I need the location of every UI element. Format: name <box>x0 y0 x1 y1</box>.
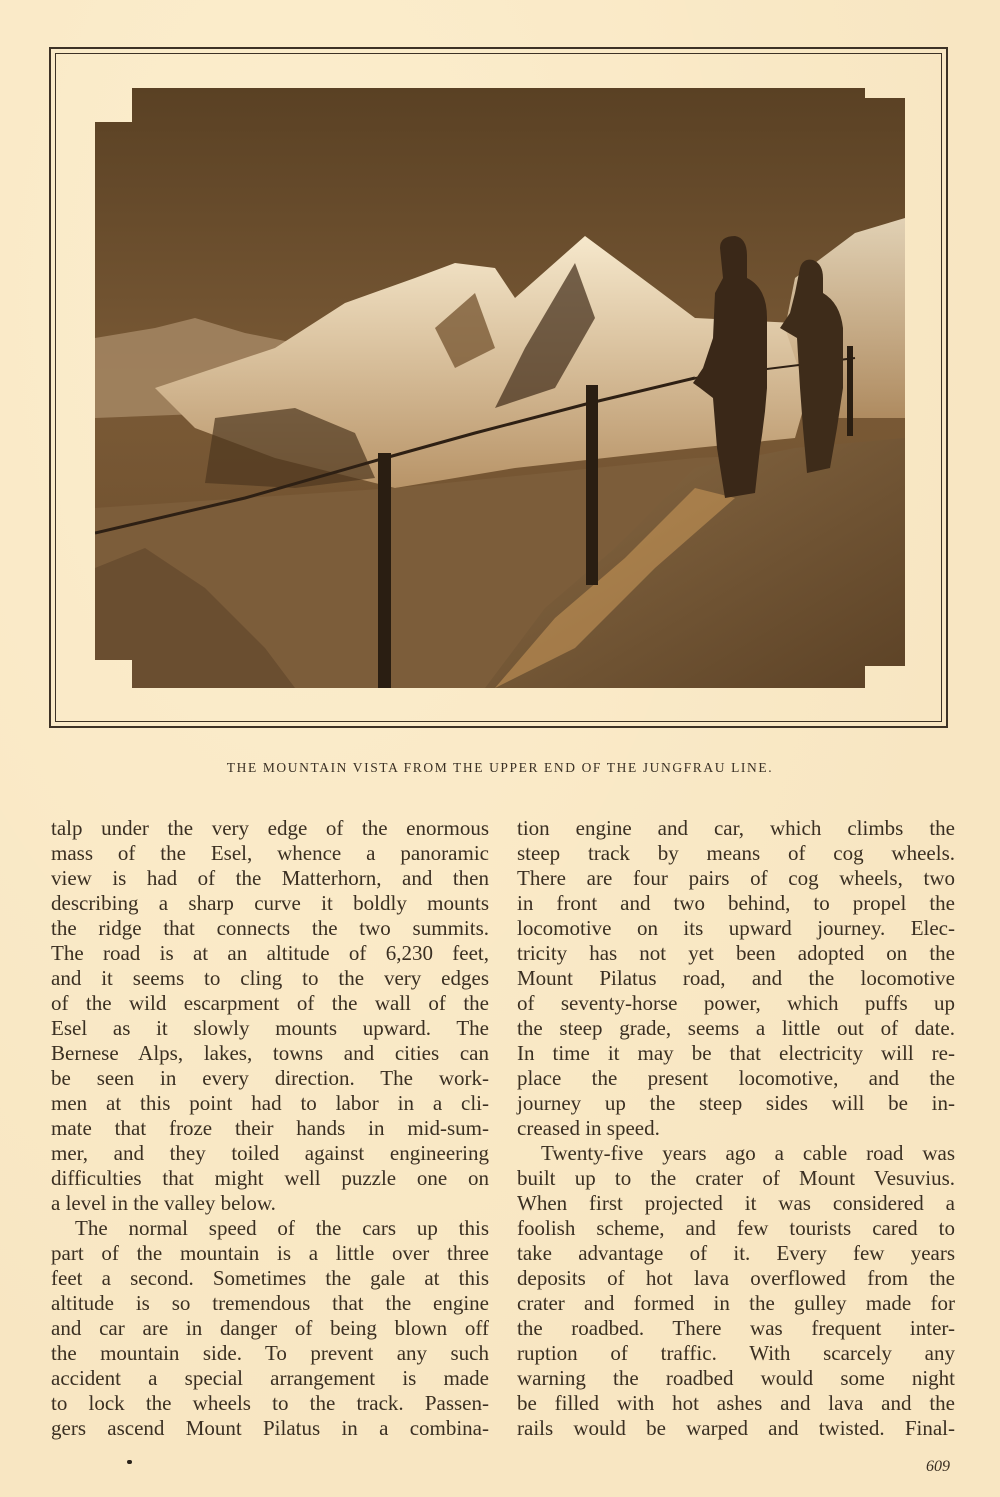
text-line: be seen in every direction. The work- <box>51 1066 489 1090</box>
text-line: The normal speed of the cars up this <box>75 1216 489 1240</box>
text-line: the roadbed. There was frequent inter- <box>517 1316 955 1340</box>
text-line: men at this point had to labor in a cli- <box>51 1091 489 1115</box>
text-line: creased in speed. <box>517 1116 660 1140</box>
text-line: Bernese Alps, lakes, towns and cities can <box>51 1041 489 1065</box>
fence-post-1 <box>378 453 391 688</box>
text-line: feet a second. Sometimes the gale at this <box>51 1266 489 1290</box>
text-line: of seventy-horse power, which puffs up <box>517 991 955 1015</box>
text-line: crater and formed in the gulley made for <box>517 1291 955 1315</box>
page-number: 609 <box>926 1458 950 1475</box>
text-line: In time it may be that electricity will re- <box>517 1041 955 1065</box>
text-column-left <box>51 816 489 1441</box>
text-line: steep track by means of cog wheels. <box>517 841 955 865</box>
text-line: Mount Pilatus road, and the locomotive <box>517 966 955 990</box>
text-line: place the present locomotive, and the <box>517 1066 955 1090</box>
text-line: talp under the very edge of the enormous <box>51 816 489 840</box>
text-line: locomotive on its upward journey. Elec- <box>517 916 955 940</box>
text-line: tion engine and car, which climbs the <box>517 816 955 840</box>
figure-caption: THE MOUNTAIN VISTA FROM THE UPPER END OF THE JUNGFRAU LINE. <box>226 760 774 775</box>
text-line: difficulties that might well puzzle one on <box>51 1166 489 1190</box>
text-line: foolish scheme, and few tourists cared to <box>517 1216 955 1240</box>
text-line: deposits of hot lava overflowed from the <box>517 1266 955 1290</box>
fence-post-3 <box>847 346 853 436</box>
text-line: There are four pairs of cog wheels, two <box>517 866 955 890</box>
text-line: built up to the crater of Mount Vesuvius. <box>517 1166 955 1190</box>
text-line: warning the roadbed would some night <box>517 1366 955 1390</box>
text-line: The road is at an altitude of 6,230 feet, <box>51 941 489 965</box>
photo-illustration <box>95 88 905 688</box>
text-line: to lock the wheels to the track. Passen- <box>51 1391 489 1415</box>
fence-post-2 <box>586 385 598 585</box>
text-line: in front and two behind, to propel the <box>517 891 955 915</box>
text-line: tricity has not yet been adopted on the <box>517 941 955 965</box>
text-line: take advantage of it. Every few years <box>517 1241 955 1265</box>
text-line: Esel as it slowly mounts upward. The <box>51 1016 489 1040</box>
print-speck <box>127 1460 132 1464</box>
text-line: describing a sharp curve it boldly mounts <box>51 891 489 915</box>
text-line: When first projected it was considered a <box>517 1191 955 1215</box>
text-line: altitude is so tremendous that the engine <box>51 1291 489 1315</box>
text-line: view is had of the Matterhorn, and then <box>51 866 489 890</box>
text-line: and it seems to cling to the very edges <box>51 966 489 990</box>
text-line: mer, and they toiled against engineering <box>51 1141 489 1165</box>
text-line: and car are in danger of being blown off <box>51 1316 489 1340</box>
text-line: a level in the valley below. <box>51 1191 276 1215</box>
text-line: gers ascend Mount Pilatus in a combina- <box>51 1416 489 1440</box>
text-line: of the wild escarpment of the wall of the <box>51 991 489 1015</box>
mountain-vista-photograph <box>95 88 905 688</box>
text-line: rails would be warped and twisted. Final- <box>517 1416 955 1440</box>
text-line: the ridge that connects the two summits. <box>51 916 489 940</box>
text-line: the mountain side. To prevent any such <box>51 1341 489 1365</box>
text-line: the steep grade, seems a little out of date. <box>517 1016 955 1040</box>
text-line: ruption of traffic. With scarcely any <box>517 1341 955 1365</box>
text-line: journey up the steep sides will be in- <box>517 1091 955 1115</box>
text-line: part of the mountain is a little over three <box>51 1241 489 1265</box>
text-line: mate that froze their hands in mid-sum- <box>51 1116 489 1140</box>
text-line: mass of the Esel, whence a panoramic <box>51 841 489 865</box>
text-line: accident a special arrangement is made <box>51 1366 489 1390</box>
text-line: Twenty-five years ago a cable road was <box>541 1141 955 1165</box>
text-line: be filled with hot ashes and lava and the <box>517 1391 955 1415</box>
text-column-right <box>517 816 955 1441</box>
